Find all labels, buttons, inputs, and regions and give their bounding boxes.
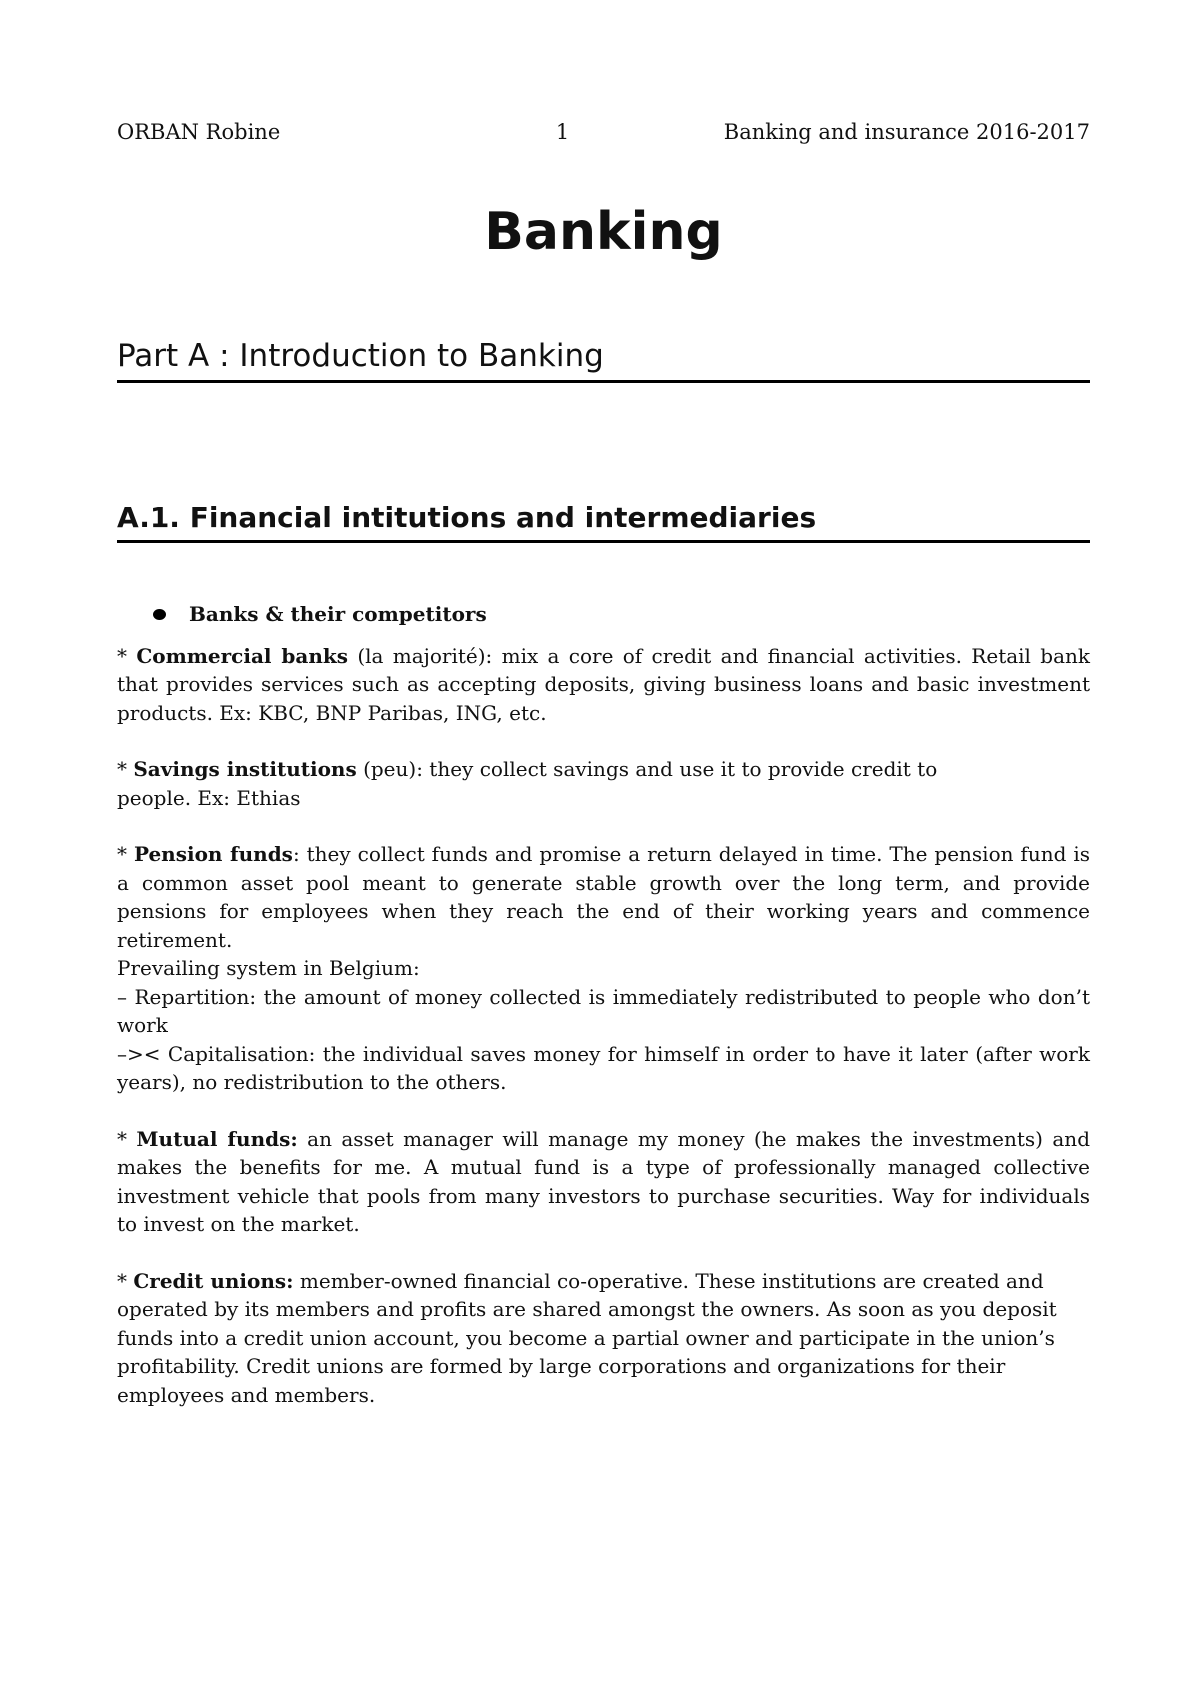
- text-commercial-banks: (la majorité): mix a core of credit and financial activities. Retail bank that provides services such as accepting deposits, giving business loans and basic investment products. Ex: KBC, BNP Paribas, ING, etc.: [117, 643, 1091, 725]
- header-course: Banking and insurance 2016-2017: [723, 120, 1090, 144]
- bullet-item: [117, 600, 1090, 629]
- text-savings-institutions: (peu): they collect savings and use it to provide credit to: [356, 757, 938, 781]
- paragraph-credit-unions: [117, 1267, 1090, 1410]
- section-heading: A.1. Financial intitutions and intermediaries: [117, 500, 1090, 543]
- term-mutual-funds: Mutual funds:: [136, 1126, 298, 1151]
- term-pension-funds: Pension funds: [133, 842, 293, 866]
- text-pension-funds: : they collect funds and promise a return delayed in time. The pension fund is a common asset pool meant to generate stable growth over the long term, and provide pensions for employees when they reach the end of their working years and commence retirement.: [117, 842, 1091, 952]
- paragraph-savings-institutions: [117, 755, 1090, 812]
- star-marker: *: [117, 1268, 134, 1293]
- text-savings-example: people. Ex: Ethias: [117, 785, 301, 810]
- paragraph-mutual-funds: [117, 1125, 1090, 1239]
- paragraph-commercial-banks: [117, 642, 1090, 728]
- star-marker: *: [117, 643, 137, 668]
- bullet-dot-icon: [153, 609, 166, 620]
- star-marker: *: [117, 757, 134, 781]
- header-page-number: 1: [555, 120, 570, 144]
- text-credit-unions: member-owned financial co-operative. These institutions are created and operated by its members and profits are shared amongst the owners. As soon as you deposit funds into a credit union account, you become a partial owner and participate in the union’s profitability.: [117, 1268, 1057, 1378]
- bullet-text: Banks & their competitors: [189, 602, 487, 626]
- text-prevailing-system: Prevailing system in Belgium:: [117, 956, 420, 980]
- part-heading: Part A : Introduction to Banking: [117, 336, 1090, 383]
- star-marker: *: [117, 842, 134, 866]
- term-credit-unions: Credit unions:: [133, 1268, 294, 1293]
- paragraph-pension-funds: [117, 840, 1090, 1097]
- text-credit-unions-formed: Credit unions are formed by large corporations and organizations for their employees and members.: [117, 1354, 1006, 1407]
- header-author: ORBAN Robine: [117, 120, 281, 144]
- page-header: [117, 118, 1090, 146]
- document-title: Banking: [484, 202, 723, 262]
- text-repartition: – Repartition: the amount of money collected is immediately redistributed to people who don’t work: [117, 984, 1090, 1037]
- term-commercial-banks: Commercial banks: [136, 643, 349, 668]
- star-marker: *: [117, 1126, 137, 1151]
- text-mutual-funds: an asset manager will manage my money (he makes the investments) and makes the benefits for me. A mutual fund is a type of professionally managed collective investment vehicle that pools from many investors to purchase securities. Way for individuals to invest on the market.: [117, 1126, 1090, 1236]
- term-savings-institutions: Savings institutions: [133, 757, 357, 781]
- text-capitalisation: –>< Capitalisation: the individual saves money for himself in order to have it later (after work years), no redistribution to the others.: [117, 1041, 1090, 1094]
- section-content: [117, 600, 1090, 1437]
- document-page: [117, 0, 1090, 1698]
